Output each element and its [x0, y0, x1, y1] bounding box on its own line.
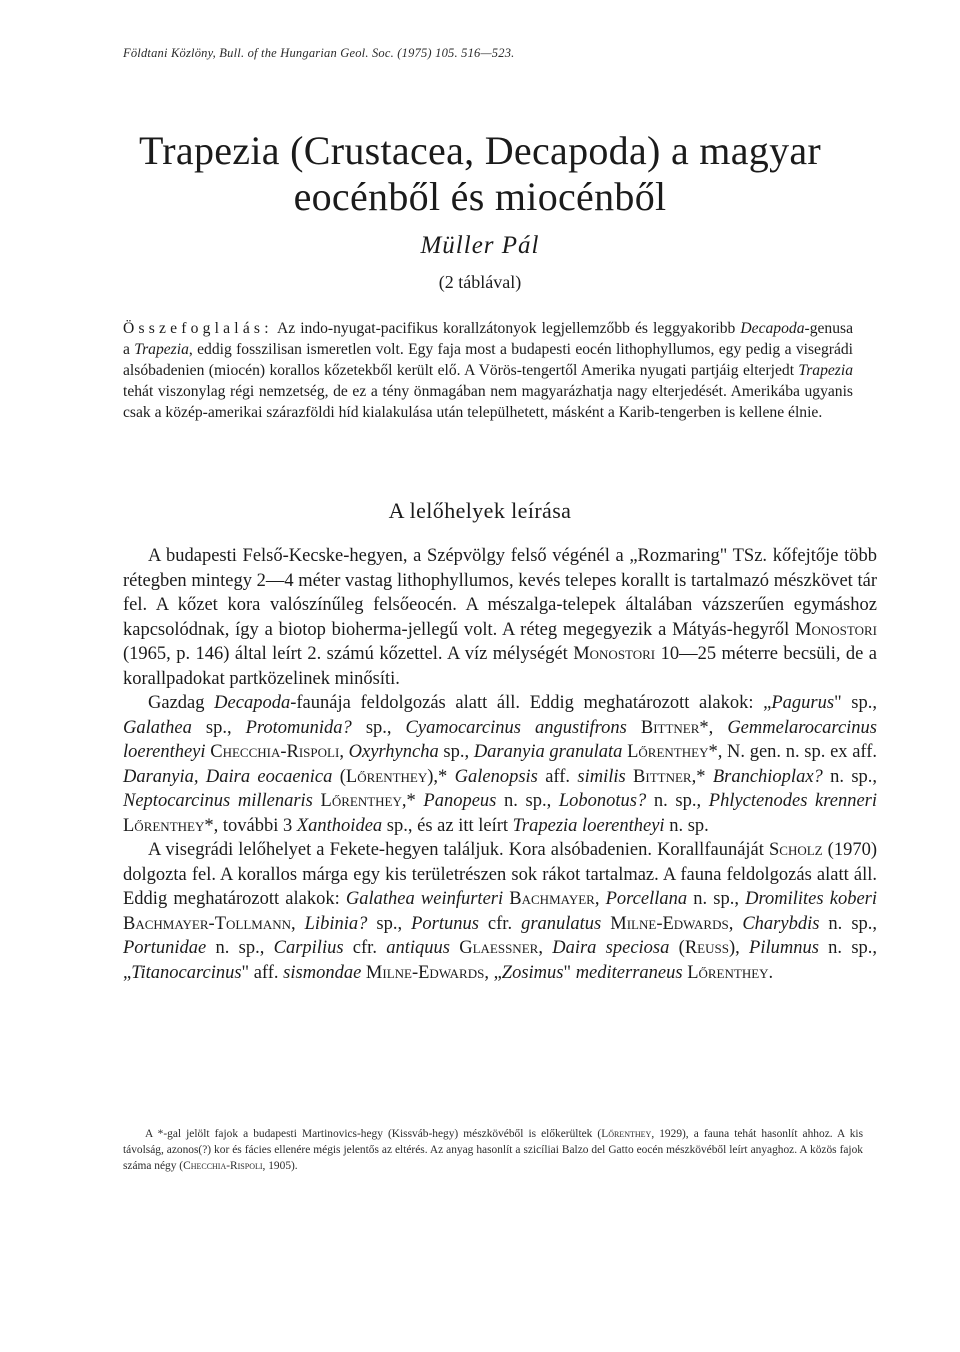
text-run: n. sp.,	[206, 938, 274, 958]
taxon-name: Cyamocarcinus angustifrons	[405, 717, 627, 738]
author-citation: Lőrenthey	[627, 742, 709, 762]
text-run: n. sp.,	[496, 791, 559, 811]
taxon-name: Galenopsis	[454, 766, 538, 787]
taxon-name: Galathea	[123, 717, 192, 738]
taxon-name: Portunidae	[123, 938, 207, 958]
text-run: sp.,	[367, 913, 412, 934]
author-citation: Monostori	[795, 619, 877, 640]
author-citation: Lőrenthey	[601, 1128, 652, 1140]
taxon-name: Phlyctenodes krenneri	[708, 791, 878, 811]
taxon-name: Trapezia	[798, 362, 853, 379]
author-citation: Milne-Edwards	[610, 913, 729, 934]
author-citation: Monostori	[573, 644, 656, 664]
paragraph-fauna-list	[123, 691, 877, 838]
text-run: *, N. gen. n. sp. ex aff.	[708, 742, 878, 762]
article-title	[0, 128, 960, 220]
author-citation: Lőrenthey	[687, 962, 769, 983]
abstract-label: Összefoglalás:	[123, 320, 273, 337]
text-run: (1970) dolgozta fel. A korallos márga egy kis területrészen sok rákot tartalmaz. A fauna feldolgozás alatt áll. Eddig meghatározott alakok:	[123, 840, 878, 909]
text-run: " sp.,	[834, 693, 877, 713]
author-citation: Checchia-Rispoli	[210, 742, 340, 762]
taxon-name: antiquus	[386, 938, 450, 958]
text-run: " aff.	[241, 962, 284, 983]
text-run	[626, 767, 633, 787]
taxon-name: Daranyia, Daira eocaenica	[123, 766, 333, 787]
taxon-name: Zosimus	[501, 962, 564, 983]
taxon-name: Trapezia loerentheyi	[512, 815, 665, 836]
text-run: ),*	[427, 766, 455, 787]
taxon-name: Xanthoidea	[296, 815, 383, 836]
taxon-name: Porcellana	[605, 889, 688, 909]
title-line-2: eocénből és miocénből	[293, 174, 667, 219]
text-run: sp.,	[438, 742, 474, 762]
author-citation: Lőrenthey	[345, 766, 428, 787]
text-run: A *-gal jelölt fajok a budapesti Martinovics-hegy (Kissváb-hegy) mészkövéből is előkerültek (	[145, 1128, 602, 1140]
author-citation: Checchia-Rispoli	[183, 1160, 263, 1172]
taxon-name: Trapezia	[134, 341, 189, 358]
author-citation: Bittner	[633, 766, 692, 787]
text-run: , 1929), a fauna tehát hasonlít ahhoz. A kis távolság, azonos(?) kor és fácies ellenére mégis jelentős az eltérés. Az anyag hasonlít a szicíliai Balzo del Gatto eocén mészkövéből leírt anyaghoz. A közös fajok száma négy (	[123, 1128, 864, 1172]
text-run: n. sp.,	[646, 791, 709, 811]
text-run: ),	[728, 938, 750, 958]
text-run: (	[669, 938, 685, 958]
text-run: ,	[538, 938, 553, 958]
text-run: aff.	[537, 766, 578, 787]
abstract-text: -genusa a	[123, 320, 853, 358]
text-run: ,	[728, 913, 743, 934]
text-run: .	[768, 962, 774, 983]
taxon-name: Carpilius	[273, 938, 344, 958]
plates-note: (2 táblával)	[438, 272, 522, 292]
text-run: n. sp.,	[687, 889, 746, 909]
taxon-name: Oxyrhyncha	[348, 742, 439, 762]
text-run: A budapesti Felső-Kecske-hegyen, a Szépvölgy felső végénél a „Rozmaring" TSz. kőfejtője több rétegben mintegy 2—4 méter vastag lithophyllumos, kevés telepes korallt is tartalmazó mészkövet tár fel. A kőzet kora valószínűleg felsőeocén. A mészalga-telepek általában vázszerűen egymáshoz kapcsolódnak, így a biotop bioherma-jellegű volt. A réteg megegyezik a Mátyás-hegyről	[123, 546, 877, 640]
author-citation: Glaessner	[459, 938, 539, 958]
taxon-name: similis	[577, 766, 626, 787]
author-citation: Milne-Edwards	[365, 962, 485, 983]
text-run: sp.,	[191, 717, 246, 738]
taxon-name: granulatus	[521, 913, 602, 934]
author-citation: Bachmayer-Tollmann	[123, 913, 291, 934]
taxon-name: Dromilites koberi	[745, 889, 878, 909]
taxon-name: Galathea weinfurteri	[345, 889, 504, 909]
footnote-text	[123, 1126, 863, 1174]
taxon-name: sismondae	[283, 962, 362, 983]
taxon-name: Panopeus	[423, 791, 497, 811]
text-run: sp., és az itt leírt	[382, 815, 513, 836]
section-heading: A lelőhelyek leírása	[388, 498, 572, 523]
text-run: ,	[291, 913, 305, 934]
text-run: 10—25 méterre becsüli, de a korallpadokat partközelinek minősíti.	[123, 644, 877, 689]
text-run: n. sp.,	[819, 913, 878, 934]
text-run: ,*	[401, 791, 424, 811]
taxon-name: Branchioplax?	[712, 766, 823, 787]
taxon-name: Neptocarcinus millenaris	[123, 791, 313, 811]
text-run: *,	[699, 717, 728, 738]
footnote	[123, 1126, 863, 1174]
body-text	[123, 544, 877, 985]
author-name: Müller Pál	[420, 232, 540, 259]
taxon-name: Protomunida?	[245, 717, 352, 738]
text-run: n. sp.	[664, 815, 709, 836]
taxon-name: Decapoda	[740, 320, 805, 337]
author-citation: Reuss	[684, 938, 729, 958]
abstract-text: Az indo-nyugat-pacifikus korallzátonyok legjellemzőbb és leggyakoribb	[272, 320, 741, 337]
taxon-name: Charybdis	[742, 913, 820, 934]
text-run: "	[563, 962, 576, 983]
text-run: cfr.	[343, 938, 387, 958]
author-citation: Lőrenthey	[320, 791, 402, 811]
text-run: n. sp., „	[123, 938, 878, 983]
author-citation: Lőrenthey	[123, 815, 205, 836]
text-run	[313, 791, 321, 811]
text-run: Gazdag	[148, 693, 215, 713]
paragraph-budapest-site	[123, 544, 877, 691]
text-run: A visegrádi lelőhelyet a Fekete-hegyen találjuk. Kora alsóbadenien. Korallfaunáját	[148, 840, 769, 860]
text-run: , „	[484, 962, 502, 983]
taxon-name: mediterraneus	[575, 962, 683, 983]
taxon-name: Titanocarcinus	[131, 962, 242, 983]
author-citation: Scholz	[768, 840, 823, 860]
abstract	[123, 318, 853, 423]
text-run: -faunája feldolgozás alatt áll. Eddig meghatározott alakok: „	[290, 693, 772, 713]
author-citation: Bittner	[640, 717, 700, 738]
text-run	[627, 718, 641, 738]
text-run: (	[332, 766, 346, 787]
taxon-name: Lobonotus?	[558, 791, 647, 811]
taxon-name: Decapoda	[214, 693, 291, 713]
text-run: , 1905).	[262, 1160, 298, 1172]
taxon-name: Daira speciosa	[552, 938, 670, 958]
running-head: Földtani Közlöny, Bull. of the Hungarian Geol. Soc. (1975) 105. 516—523.	[123, 46, 515, 60]
taxon-name: Pagurus	[771, 693, 835, 713]
text-run: sp.,	[351, 717, 406, 738]
text-run: ,*	[691, 766, 713, 787]
text-run: n. sp.,	[822, 766, 878, 787]
taxon-name: Portunus	[411, 913, 479, 934]
text-run: (1965, p. 146) által leírt 2. számú kőzettel. A víz mélységét	[123, 644, 574, 664]
title-line-1: Trapezia (Crustacea, Decapoda) a magyar	[138, 128, 822, 173]
abstract-text: tehát viszonylag régi nemzetség, de ez a tény önmagában nem magyarázhatja nagy elterjedését. Amerikába ugyanis csak a közép-amerikai szárazföldi híd kialakulása után települhetett, másként a Karib-tengerben is kellene élnie.	[123, 383, 853, 421]
text-run: ,	[594, 889, 606, 909]
author-citation: Bachmayer	[509, 889, 595, 909]
text-run: ,	[339, 742, 349, 762]
abstract-text: , eddig fosszilisan ismeretlen volt. Egy faja most a budapesti eocén lithophyllumos, egy pedig a visegrádi alsóbadenien (miocén) korallos kőzetekből került elő. A Vörös-tengertől Amerika nyugati partjáig elterjedt	[123, 341, 854, 379]
taxon-name: Libinia?	[304, 913, 368, 934]
text-run	[450, 938, 459, 958]
text-run: cfr.	[478, 913, 522, 934]
text-run	[601, 914, 610, 934]
taxon-name: Gemmelarocarcinus loerentheyi	[123, 717, 877, 762]
text-run: *, további 3	[204, 815, 297, 836]
taxon-name: Daranyia granulata	[473, 742, 623, 762]
paragraph-visegrad-site	[123, 838, 877, 985]
taxon-name: Pilumnus	[749, 938, 819, 958]
